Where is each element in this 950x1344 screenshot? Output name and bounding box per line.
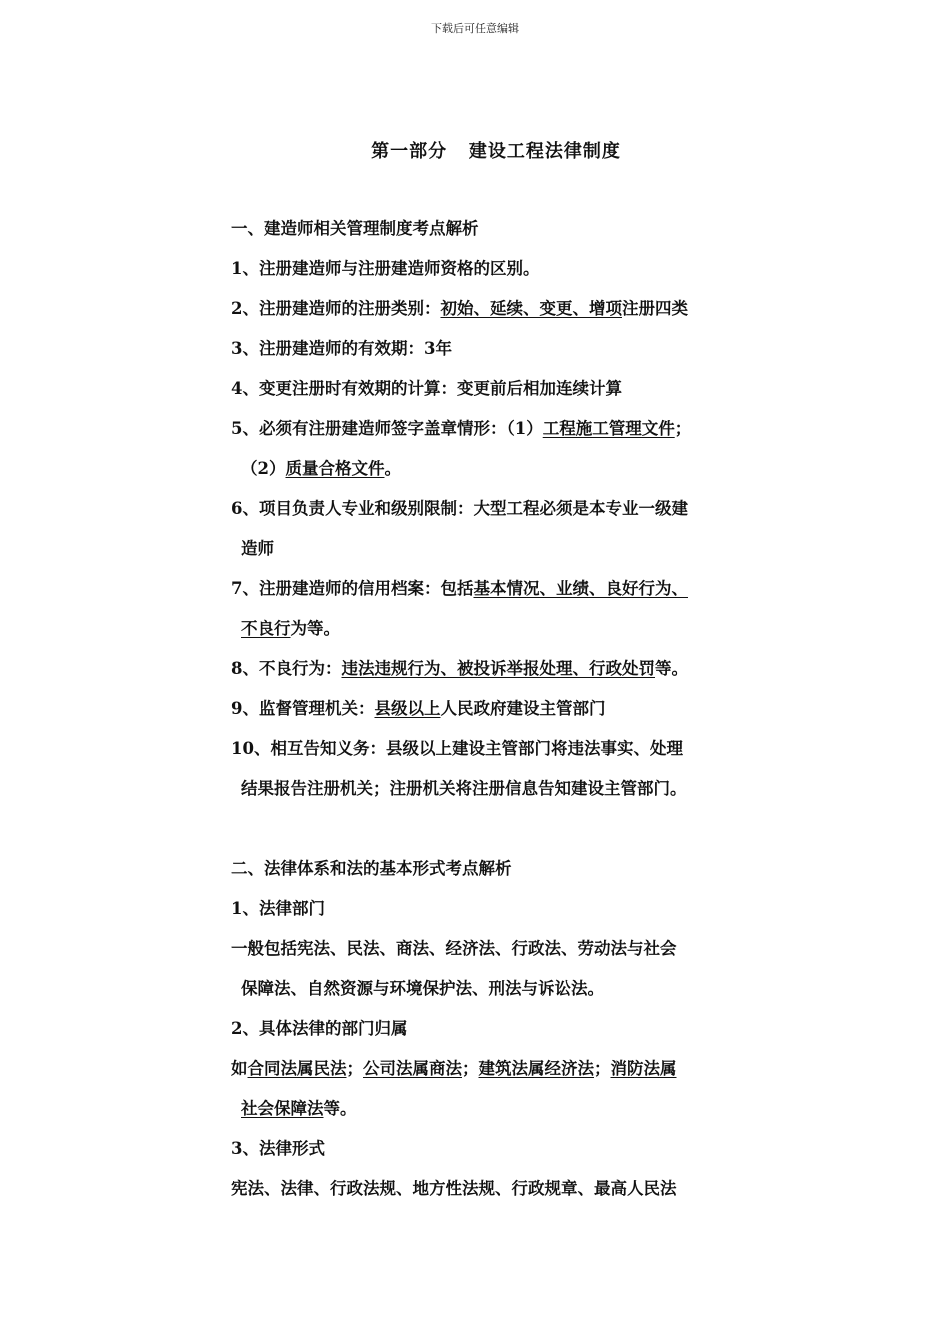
text: ； (462, 1059, 479, 1078)
list-item: 4、变更注册时有效期的计算：变更前后相加连续计算 (231, 379, 622, 398)
underlined-text: 县级以上 (374, 699, 441, 718)
underlined-text: 不良行 (241, 619, 291, 638)
underlined-text: 社会保障法 (241, 1099, 324, 1118)
paragraph-line: 一般包括宪法、民法、商法、经济法、行政法、劳动法与社会 (231, 939, 677, 958)
text: （2） (241, 459, 286, 478)
text: 注册四类 (621, 299, 688, 318)
paragraph-line: 保障法、自然资源与环境保护法、刑法与诉讼法。 (241, 979, 604, 998)
subheading: 1、法律部门 (231, 899, 325, 918)
underlined-text: 合同法属民法 (247, 1059, 347, 1078)
underlined-text: 建筑法属经济法 (478, 1059, 594, 1078)
text: 。 (384, 459, 401, 478)
underlined-text: 初始、延续、变更、增项 (440, 299, 622, 318)
text: 8、不良行为： (231, 659, 342, 678)
section-heading: 二、法律体系和法的基本形式考点解析 (231, 859, 512, 878)
underlined-text: 工程施工管理文件 (542, 419, 675, 438)
text: ； (346, 1059, 363, 1078)
header-note: 下载后可任意编辑 (431, 22, 519, 35)
underlined-text: 基本情况、业绩、良好行为、 (473, 579, 688, 598)
text: 5、必须有注册建造师签字盖章情形：（1） (231, 419, 543, 438)
paragraph-line (231, 1056, 771, 1096)
text: 2、注册建造师的注册类别： (231, 299, 441, 318)
underlined-text: 消防法属 (610, 1059, 677, 1078)
list-item (231, 416, 771, 456)
list-item: 10、相互告知义务：县级以上建设主管部门将违法事实、处理 (231, 739, 683, 758)
list-item (231, 576, 771, 616)
text: ； (674, 419, 692, 438)
text: 7、注册建造师的信用档案：包括 (231, 579, 474, 598)
text: ； (594, 1059, 611, 1078)
page-title: 第一部分 建设工程法律制度 (371, 141, 621, 162)
section-heading: 一、建造师相关管理制度考点解析 (231, 219, 479, 238)
text: 人民政府建设主管部门 (440, 699, 606, 718)
list-item: 1、注册建造师与注册建造师资格的区别。 (231, 259, 540, 278)
text: 9、监督管理机关： (231, 699, 375, 718)
list-item: 3、注册建造师的有效期：3年 (231, 339, 452, 358)
text: 等。 (323, 1099, 357, 1118)
document-body (231, 216, 771, 1216)
underlined-text: 公司法属商法 (363, 1059, 462, 1078)
list-item (231, 296, 771, 336)
paragraph-line: 宪法、法律、行政法规、地方性法规、行政规章、最高人民法 (231, 1179, 677, 1198)
subheading: 3、法律形式 (231, 1139, 325, 1158)
list-item-continuation: 造师 (241, 539, 274, 558)
subheading: 2、具体法律的部门归属 (231, 1019, 408, 1038)
underlined-text: 违法违规行为、被投诉举报处理、行政处罚 (341, 659, 655, 678)
underlined-text: 质量合格文件 (285, 459, 385, 478)
list-item (231, 696, 771, 736)
list-item-continuation: 结果报告注册机关；注册机关将注册信息告知建设主管部门。 (241, 779, 687, 798)
text: 为等。 (290, 619, 340, 638)
text: 等。 (654, 659, 688, 678)
list-item (231, 656, 771, 696)
list-item-continuation (231, 456, 771, 496)
list-item: 6、项目负责人专业和级别限制：大型工程必须是本专业一级建 (231, 499, 688, 518)
paragraph-line (231, 1096, 771, 1136)
text: 如 (231, 1059, 248, 1078)
spacer (231, 816, 771, 856)
list-item-continuation (231, 616, 771, 656)
